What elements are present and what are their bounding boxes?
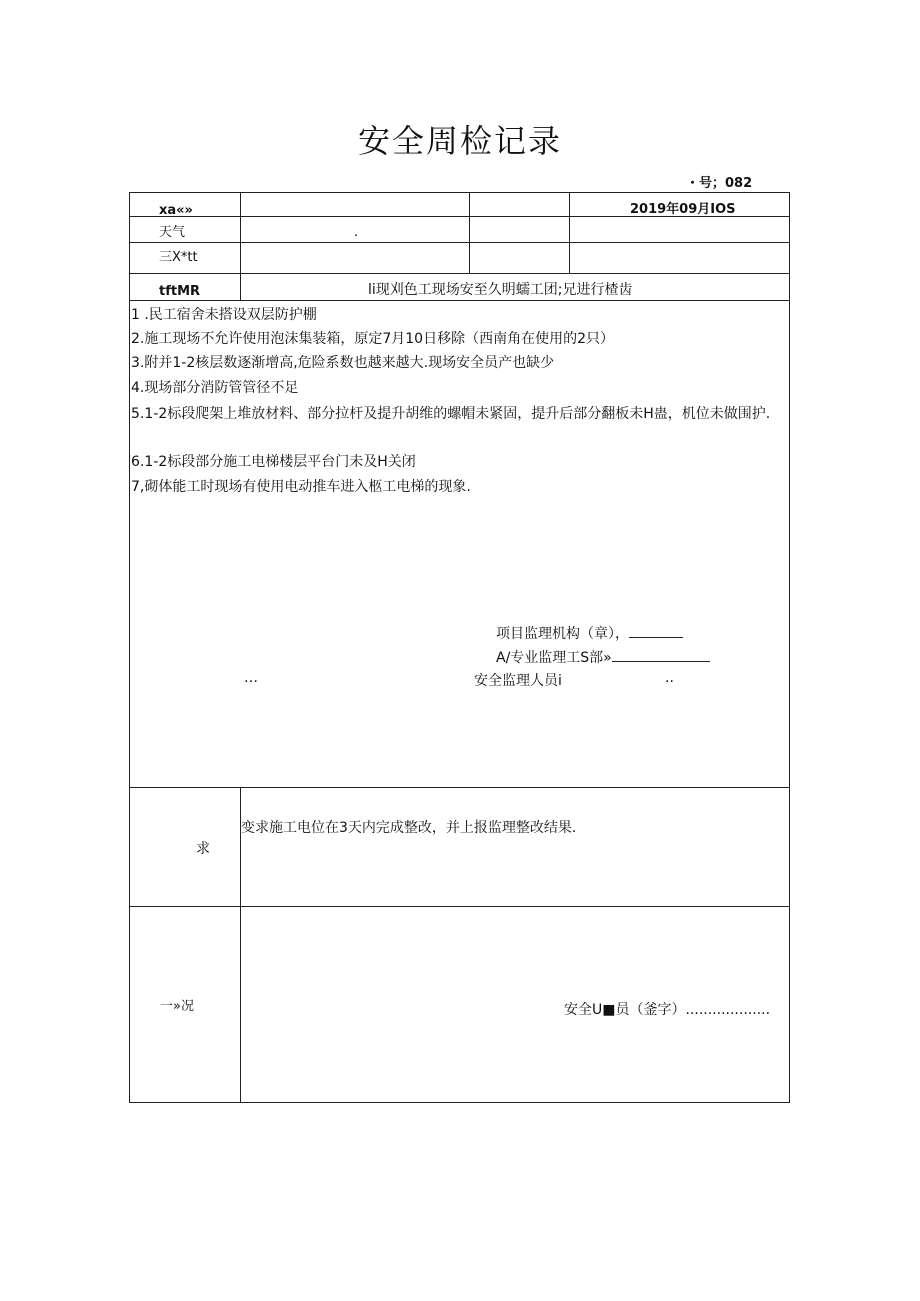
- column-divider: [240, 193, 241, 300]
- finding-item: 3.附并1-2核层数逐渐增高,危险系数也越来越大.现场安全员产也缺少: [131, 355, 555, 371]
- row-divider: [130, 787, 789, 788]
- header-label-3: 三X*tt: [159, 250, 198, 265]
- inspection-form: [129, 192, 790, 1103]
- finding-item: 7,砌体能工时现场有使用电动推车进入柩工电梯的现象.: [131, 479, 471, 495]
- status-label: 一»况: [160, 999, 194, 1014]
- document-number: ・号；082: [686, 176, 753, 191]
- header-label-4: tftMR: [159, 284, 201, 299]
- safety-supervisor-label: 安全监理人员i: [474, 673, 562, 689]
- column-divider: [469, 193, 470, 273]
- row-divider: [130, 242, 789, 243]
- org-signature-blank: [629, 623, 683, 638]
- inspection-content: li现刈色工现场安至久明蠕工团;兄进行楂齿: [368, 282, 633, 298]
- header-label-1: xa«»: [159, 203, 193, 218]
- safety-officer-sign-label: 安全U■员（釜字）: [564, 1002, 686, 1018]
- finding-item: 6.1-2标段部分施工电梯楼层平台门未及H关闭: [131, 454, 416, 470]
- supervision-org-line: [496, 623, 683, 643]
- engineer-signature-blank: [612, 647, 710, 662]
- safety-officer-signature-line: [564, 999, 770, 1019]
- safety-officer-sign-dots: ...................: [685, 1002, 771, 1018]
- row-divider: [130, 273, 789, 274]
- safety-supervisor-mark: ..: [665, 670, 674, 686]
- finding-item: 4.现场部分消防管管径不足: [131, 380, 299, 396]
- engineer-line: [496, 647, 710, 667]
- column-divider: [569, 193, 570, 273]
- requirement-text: 变求施工电位在3天内完成整改，并上报监理整改结果.: [241, 820, 577, 836]
- engineer-label: A/专业监理工S部»: [496, 650, 612, 666]
- inspection-date: 2019年09月IOS: [630, 202, 736, 217]
- finding-item: 1 .民工宿舍未搭设双层防护棚: [131, 307, 317, 323]
- row-divider: [130, 300, 789, 301]
- finding-item: 2.施工现场不允许使用泡沫集装箱，原定7月10日移除（西南角在使用的2只）: [131, 331, 614, 347]
- weather-value: .: [354, 225, 359, 240]
- supervision-org-label: 项目监理机构（章），: [496, 626, 629, 642]
- weather-label: 天气: [159, 225, 186, 240]
- left-mark: …: [244, 670, 258, 686]
- finding-item: 5.1-2标段爬架上堆放材料、部分拉杆及提升胡维的螺帽未紧固，提升后部分翻板未H蛊，机位未做围护.: [131, 406, 771, 422]
- requirement-label: 求: [196, 841, 210, 857]
- row-divider: [130, 906, 789, 907]
- page-title: 安全周检记录: [357, 122, 562, 160]
